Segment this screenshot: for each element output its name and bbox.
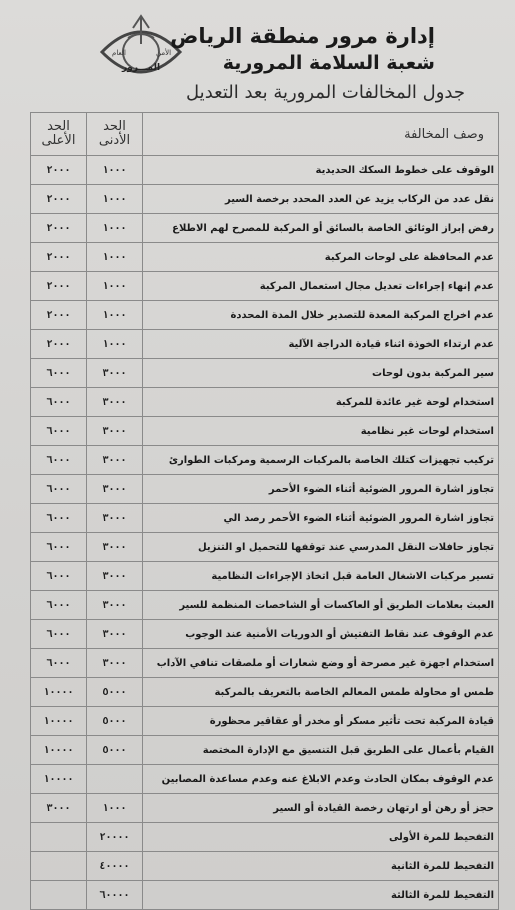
violation-description: تجاوز اشارة المرور الضوئية أثناء الضوء الأحمر رصد الي	[143, 504, 499, 533]
violation-description: طمس او محاولة طمس المعالم الخاصة بالتعريف بالمركبة	[143, 678, 499, 707]
max-fine: ٦٠٠٠	[31, 388, 87, 417]
violation-description: استخدام اجهزة غير مصرحة أو وضع شعارات أو ملصقات تنافي الآداب	[143, 649, 499, 678]
table-row	[31, 533, 499, 562]
min-fine: ٥٠٠٠	[87, 736, 143, 765]
max-fine: ٢٠٠٠	[31, 301, 87, 330]
violation-description: قيادة المركبة تحت تأثير مسكر أو مخدر أو عقاقير محظورة	[143, 707, 499, 736]
violation-description: تجاوز حافلات النقل المدرسي عند توقفها للتحميل او التنزيل	[143, 533, 499, 562]
column-header-max: الحد الأعلى	[31, 113, 87, 156]
max-fine: ٢٠٠٠	[31, 330, 87, 359]
table-row	[31, 823, 499, 852]
violation-description: عدم إنهاء إجراءات تعديل مجال استعمال المركبة	[143, 272, 499, 301]
min-fine: ٣٠٠٠	[87, 417, 143, 446]
max-fine: ٦٠٠٠	[31, 649, 87, 678]
table-row	[31, 417, 499, 446]
table-row	[31, 446, 499, 475]
table-row	[31, 678, 499, 707]
violation-description: رفض إبراز الوثائق الخاصة بالسائق أو المركبة للمصرح لهم الاطلاع	[143, 214, 499, 243]
min-fine: ٣٠٠٠	[87, 591, 143, 620]
max-fine: ٦٠٠٠	[31, 591, 87, 620]
min-fine: ٢٠٠٠٠	[87, 823, 143, 852]
max-fine: ٢٠٠٠	[31, 272, 87, 301]
max-fine: ٦٠٠٠	[31, 533, 87, 562]
table-row	[31, 765, 499, 794]
table-row	[31, 243, 499, 272]
max-fine: ٦٠٠٠	[31, 504, 87, 533]
min-fine: ٣٠٠٠	[87, 533, 143, 562]
table-row	[31, 504, 499, 533]
column-header-min: الحد الأدنى	[87, 113, 143, 156]
header-department: إدارة مرور منطقة الرياض	[170, 24, 435, 48]
max-fine: ٦٠٠٠	[31, 620, 87, 649]
max-fine: ٢٠٠٠	[31, 243, 87, 272]
violation-description: عدم الوقوف بمكان الحادث وعدم الابلاغ عنه وعدم مساعدة المصابين	[143, 765, 499, 794]
max-fine	[31, 852, 87, 881]
logo-text-left: الأمن	[156, 49, 172, 57]
min-fine: ١٠٠٠	[87, 272, 143, 301]
max-fine	[31, 881, 87, 910]
table-row	[31, 649, 499, 678]
violation-description: عدم اخراج المركبة المعدة للتصدير خلال المدة المحددة	[143, 301, 499, 330]
table-row	[31, 301, 499, 330]
max-fine: ٢٠٠٠	[31, 156, 87, 185]
traffic-emblem-logo	[98, 8, 184, 92]
table-row	[31, 620, 499, 649]
violation-description: عدم ارتداء الخوذة اثناء قيادة الدراجة الآلية	[143, 330, 499, 359]
table-row	[31, 881, 499, 910]
max-fine: ١٠٠٠٠	[31, 678, 87, 707]
table-row	[31, 388, 499, 417]
table-row	[31, 214, 499, 243]
table-row	[31, 475, 499, 504]
max-fine: ٣٠٠٠	[31, 794, 87, 823]
min-fine: ٣٠٠٠	[87, 620, 143, 649]
min-fine: ١٠٠٠	[87, 156, 143, 185]
violation-description: عدم المحافظة على لوحات المركبة	[143, 243, 499, 272]
min-fine: ٣٠٠٠	[87, 504, 143, 533]
violation-description: نقل عدد من الركاب يزيد عن العدد المحدد برخصة السير	[143, 185, 499, 214]
min-fine: ٥٠٠٠	[87, 707, 143, 736]
min-fine: ٣٠٠٠	[87, 388, 143, 417]
max-fine: ٦٠٠٠	[31, 446, 87, 475]
violation-description: تجاوز اشارة المرور الضوئية أثناء الضوء الأحمر	[143, 475, 499, 504]
violation-description: حجز أو رهن أو ارتهان رخصة القيادة أو السير	[143, 794, 499, 823]
table-row	[31, 272, 499, 301]
table-row	[31, 852, 499, 881]
min-fine: ١٠٠٠	[87, 185, 143, 214]
table-title: جدول المخالفات المرورية بعد التعديل	[186, 82, 465, 103]
max-fine: ٦٠٠٠	[31, 417, 87, 446]
table-row	[31, 736, 499, 765]
table-row	[31, 562, 499, 591]
max-fine: ١٠٠٠٠	[31, 707, 87, 736]
min-fine: ٥٠٠٠	[87, 678, 143, 707]
max-fine: ١٠٠٠٠	[31, 765, 87, 794]
table-row	[31, 156, 499, 185]
logo-text-right: العام	[112, 49, 126, 57]
min-fine: ٣٠٠٠	[87, 359, 143, 388]
violation-description: عدم الوقوف عند نقاط التفتيش أو الدوريات الأمنية عند الوجوب	[143, 620, 499, 649]
max-fine: ١٠٠٠٠	[31, 736, 87, 765]
max-fine: ٦٠٠٠	[31, 562, 87, 591]
violation-description: التفحيط للمرة الثالثة	[143, 881, 499, 910]
violations-table	[30, 112, 499, 910]
min-fine: ١٠٠٠	[87, 214, 143, 243]
min-fine	[87, 765, 143, 794]
table-row	[31, 591, 499, 620]
violation-description: تسير مركبات الاشغال العامة قبل اتخاذ الإجراءات النظامية	[143, 562, 499, 591]
violation-description: الوقوف على خطوط السكك الحديدية	[143, 156, 499, 185]
max-fine: ٦٠٠٠	[31, 359, 87, 388]
violation-description: التفحيط للمرة الأولى	[143, 823, 499, 852]
violation-description: التفحيط للمرة الثانية	[143, 852, 499, 881]
column-header-desc: وصف المخالفة	[143, 113, 499, 156]
min-fine: ١٠٠٠	[87, 330, 143, 359]
max-fine: ٢٠٠٠	[31, 185, 87, 214]
violation-description: العبث بعلامات الطريق أو العاكسات أو الشاخصات المنظمة للسير	[143, 591, 499, 620]
min-fine: ١٠٠٠	[87, 243, 143, 272]
min-fine: ٣٠٠٠	[87, 649, 143, 678]
min-fine: ٤٠٠٠٠	[87, 852, 143, 881]
max-fine	[31, 823, 87, 852]
violation-description: استخدام لوحة غير عائدة للمركبة	[143, 388, 499, 417]
table-row	[31, 330, 499, 359]
table-row	[31, 359, 499, 388]
min-fine: ١٠٠٠	[87, 794, 143, 823]
header-section: شعبة السلامة المرورية	[222, 52, 435, 74]
table-row	[31, 794, 499, 823]
min-fine: ٣٠٠٠	[87, 446, 143, 475]
table-row	[31, 185, 499, 214]
logo-text-bottom: المـــرور	[121, 63, 161, 73]
violation-description: القيام بأعمال على الطريق قبل التنسيق مع الإدارة المختصة	[143, 736, 499, 765]
document-header	[0, 0, 515, 110]
min-fine: ٣٠٠٠	[87, 475, 143, 504]
min-fine: ١٠٠٠	[87, 301, 143, 330]
violation-description: استخدام لوحات غير نظامية	[143, 417, 499, 446]
max-fine: ٢٠٠٠	[31, 214, 87, 243]
table-row	[31, 707, 499, 736]
violation-description: تركيب تجهيزات كتلك الخاصة بالمركبات الرسمية ومركبات الطوارئ	[143, 446, 499, 475]
min-fine: ٣٠٠٠	[87, 562, 143, 591]
violation-description: سير المركبة بدون لوحات	[143, 359, 499, 388]
max-fine: ٦٠٠٠	[31, 475, 87, 504]
min-fine: ٦٠٠٠٠	[87, 881, 143, 910]
table-body	[31, 156, 499, 910]
table-header-row	[31, 113, 499, 156]
